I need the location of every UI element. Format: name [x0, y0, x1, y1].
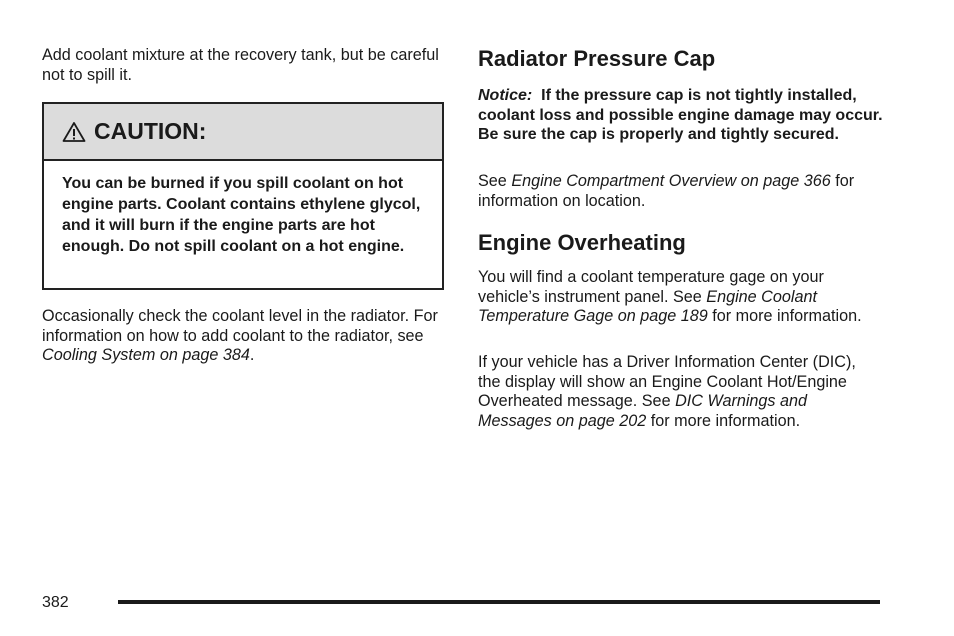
- para2-text: Occasionally check the coolant level in the radiator. For information on how to add coolant to the radiator, see: [42, 307, 438, 345]
- notice-text: If the pressure cap is not tightly installed, coolant loss and possible engine damage may occur. Be sure the cap is properly and tightly secured.: [478, 87, 883, 144]
- over2-post: for more information.: [646, 411, 801, 430]
- cooling-system-reference: Cooling System on page 384: [42, 346, 250, 365]
- notice-label: Notice:: [478, 87, 533, 104]
- over2-pre: If your vehicle has a Driver Information Center (DIC), the display will show an Engine Coolant Hot/Engine Overheated message. See: [478, 353, 856, 411]
- see1-pre: See: [478, 172, 512, 190]
- page-number: 382: [42, 594, 69, 611]
- over1-pre: You will find a coolant temperature gage on your vehicle’s instrument panel. See: [478, 268, 824, 306]
- engine-compartment-reference: Engine Compartment Overview on page 366: [511, 172, 831, 190]
- over1-post: for more information.: [707, 307, 862, 326]
- notice-paragraph: [478, 86, 888, 145]
- dic-warnings-reference: DIC Warnings and Messages on page 202: [478, 392, 808, 430]
- caution-box: [42, 102, 444, 290]
- warning-triangle-icon: [62, 121, 86, 143]
- dic-paragraph: [478, 353, 878, 431]
- coolant-gage-reference: Engine Coolant Temperature Gage on page 189: [478, 287, 817, 326]
- footer-rule: [118, 600, 880, 604]
- caution-header: [44, 104, 442, 161]
- temperature-gage-paragraph: [478, 268, 878, 327]
- caution-body: You can be burned if you spill coolant on hot engine parts. Coolant contains ethylene glycol, and it will burn if the engine parts are hot enough. Do not spill coolant on a hot engine.: [62, 175, 421, 255]
- para2-end: .: [249, 346, 255, 365]
- coolant-level-paragraph: [42, 307, 442, 366]
- location-paragraph: [478, 172, 888, 211]
- see1-post: for information on location.: [478, 172, 855, 210]
- radiator-heading: Radiator Pressure Cap: [478, 46, 716, 71]
- caution-title: CAUTION:: [94, 118, 207, 144]
- overheating-heading: Engine Overheating: [478, 230, 686, 255]
- intro-paragraph: Add coolant mixture at the recovery tank, but be careful not to spill it.: [42, 46, 439, 84]
